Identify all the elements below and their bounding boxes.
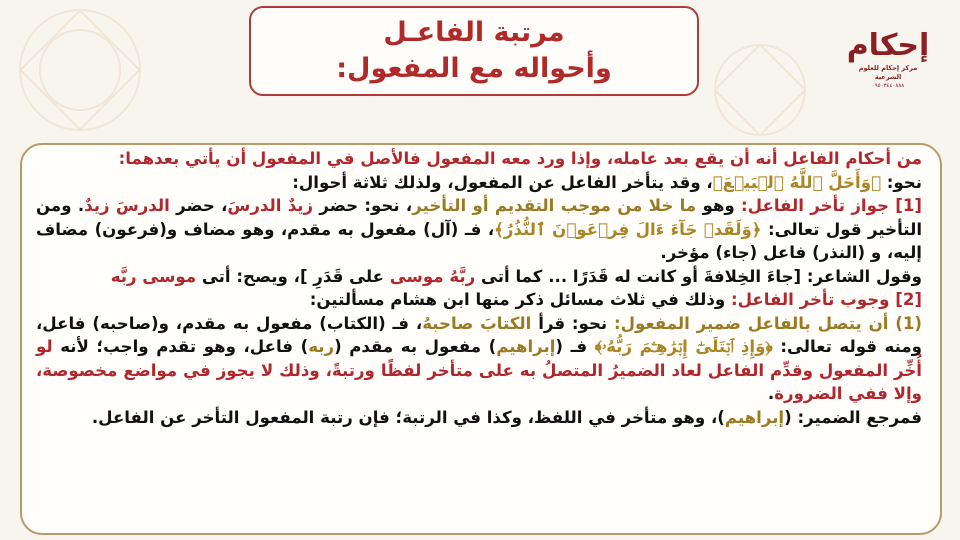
text-segment: وهو [696,196,742,215]
text-segment: ، وقد يتأخر الفاعل عن المفعول، ولذلك ثلاثة أحوال: [292,172,713,192]
text-segment: وقول الشاعر: [جاءَ الخِلافةَ أو كانت له قَدَرًا ... كما أتى [475,266,922,286]
text-segment: نحو: قرأ [531,313,614,333]
paragraph-intro [36,147,922,171]
text-segment: )، وهو متأخر في اللفظ، وكذا في الرتبة؛ فإن رتبة المفعول التأخر عن الفاعل. [91,407,725,427]
text-segment: ) فاعل، وهو تقدم واجب؛ لأنه [52,337,309,356]
text-segment: ، حضر [169,196,228,215]
text-segment: ، فـ (آل) مفعول به مقدم، وهو مضاف و(فرعون) مضاف إليه، و (النذر) فاعل (جاء) مؤخر. [36,219,922,262]
paragraph-poet [36,265,922,289]
text-segment: ، فـ (الكتاب) مفعول به مقدم، و(صاحبه) فاعل، ومنه قوله تعالى: [36,313,922,356]
case-heading: [1] جواز تأخر الفاعل: [741,196,922,215]
paragraph-case-1 [36,194,922,265]
quran-verse: ﴿وَلَقَدۡ جَآءَ ءَالَ فِرۡعَوۡنَ ٱلنُّذُرُ﴾ [494,219,762,239]
logo-mark: إحكام [846,28,930,63]
text-segment: فـ ( [555,337,595,356]
paragraph-issue-1 [36,312,922,406]
highlight: الكتابَ صاحبهُ [422,313,532,333]
text-segment: على قَدَرِ ]، ويصح: أتى [196,266,390,286]
quran-verse: ﴿وَإِذِ ٱبۡتَلَىٰٓ إِبۡرَٰهِـۧمَ رَبُّهُۥ﴾ [594,337,773,356]
title-box [249,6,699,96]
paragraph-case-2 [36,288,922,312]
text-segment: فمرجع الضمير: ( [784,407,922,427]
text-segment: ) مفعول به مقدم ( [334,337,497,356]
text-segment: ، نحو: حضر [313,196,413,215]
text-segment: . [767,384,775,403]
highlight: ما خلا من موجب التقديم أو التأخير [412,196,697,215]
highlight: إبراهيم [724,407,785,427]
highlight: زيدٌ الدرسَ [227,196,314,215]
highlight: الدرسَ زيدٌ [84,196,170,215]
paragraph-example [36,171,922,195]
quran-verse: ﴿وَأَحَلَّ ٱللَّهُ ٱلۡبَيۡعَ﴾ [712,172,881,192]
text-segment: وذلك في ثلاث مسائل ذكر منها ابن هشام مسألتين: [309,290,731,309]
highlight: ربه [308,337,335,356]
page-subtitle: وأحواله مع المفعول: [336,53,612,84]
intro-text: من أحكام الفاعل أنه أن يقع بعد عامله، وإذا ورد معه المفعول فالأصل في المفعول أن يأتي بعدهما: [118,149,922,168]
content-text [36,147,922,429]
logo-subtitle: مركز إحكام للعلوم الشرعية [858,64,918,81]
highlight: ربَّهُ موسى [389,266,476,286]
issue-heading: (1) أن يتصل بالفاعل ضمير المفعول: [614,313,923,333]
highlight: إبراهيم [496,337,556,356]
page-title: مرتبة الفاعـل [383,17,565,48]
paragraph-reference [36,406,922,430]
logo [846,28,930,92]
highlight: لو أُخِّر المفعول وقدِّم الفاعل لعاد الضميرُ المتصلُ به على متأخر لفظًا ورتبةً، وذلك لا يجوز في مواضع مخصوصة، وإلا ففي الضرورة [36,337,922,403]
highlight: موسى ربَّه [110,266,197,286]
text-segment: نحو: [880,172,922,192]
text-segment: . ومن التأخير قول تعالى: [36,196,923,239]
case-heading: [2] وجوب تأخر الفاعل: [730,290,922,309]
logo-phone: ٠٩٥٠٣٤٤٠٨٨٨ [871,83,905,89]
